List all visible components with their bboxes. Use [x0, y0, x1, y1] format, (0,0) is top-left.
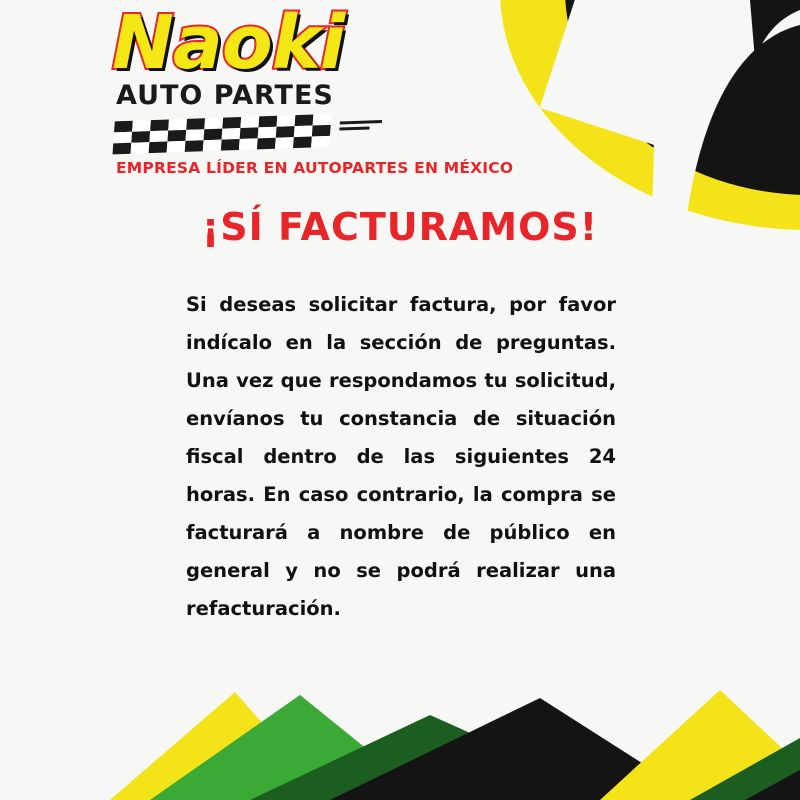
tail-dash [339, 127, 369, 131]
brand-tagline: EMPRESA LÍDER EN AUTOPARTES EN MÉXICO [116, 159, 514, 178]
headline: ¡SÍ FACTURAMOS! [201, 205, 599, 249]
checker-cell [131, 142, 150, 154]
checker-cell [203, 140, 222, 152]
checker-cell [239, 139, 258, 151]
brand-name: Naoki [112, 0, 345, 86]
brand-logo [112, 0, 514, 178]
checkered-flag-graphic [112, 113, 365, 156]
checker-cell [221, 139, 240, 151]
top-right-accent-shapes [500, 0, 800, 230]
checker-cell [293, 137, 312, 149]
body-paragraph: Si deseas solicitar factura, por favor indícalo en la sección de preguntas. Una vez que respondamos tu solicitud, envíanos tu constancia de situación fiscal dentro de las siguientes 24 horas. En caso contrario, la compra se facturará a nombre de público en general y no se podrá realizar una refacturación. [186, 293, 616, 621]
checker-cell [275, 137, 294, 149]
checker-cell [185, 141, 204, 153]
checker-cell [112, 143, 131, 155]
brand-subtitle: AUTO PARTES [116, 80, 334, 112]
checker-cell [311, 136, 330, 148]
tail-dash [340, 120, 382, 124]
bottom-decoration-shapes [0, 620, 800, 800]
checker-cell [257, 138, 276, 150]
checker-cell [167, 141, 186, 153]
checker-cell [149, 142, 168, 154]
checker-tail-lines [339, 120, 400, 136]
